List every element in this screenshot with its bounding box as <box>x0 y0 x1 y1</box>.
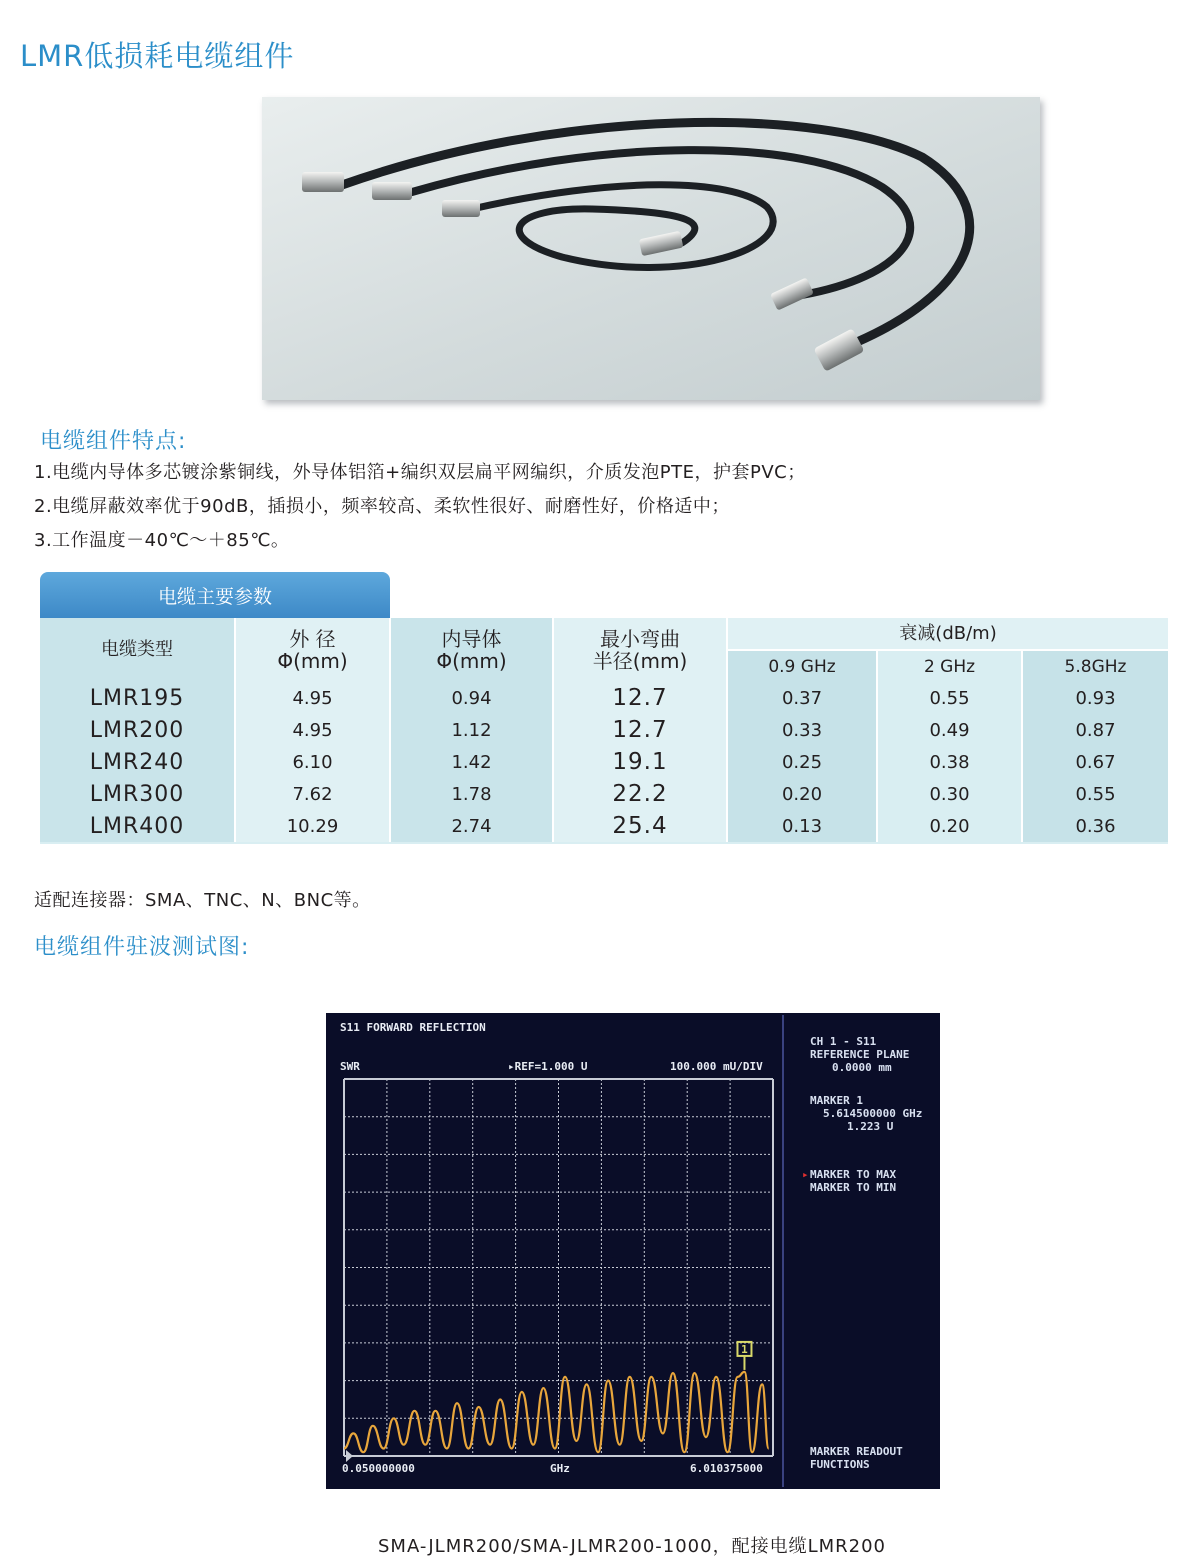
cell-model: LMR300 <box>40 778 235 810</box>
cell-inner: 1.42 <box>390 746 553 778</box>
vna-start-freq: 0.050000000 <box>342 1462 415 1475</box>
vna-ref: ▸REF=1.000 U <box>508 1060 588 1073</box>
vna-stop-freq: 6.010375000 <box>690 1462 763 1475</box>
cell-outer: 4.95 <box>235 682 390 714</box>
vna-freq-unit: GHz <box>550 1462 570 1475</box>
header-outer-diameter <box>235 618 390 682</box>
cell-inner: 2.74 <box>390 810 553 842</box>
header-freq-2: 2 GHz <box>877 650 1022 682</box>
cell-atten-2: 0.55 <box>877 682 1022 714</box>
cell-bend: 25.4 <box>553 810 727 842</box>
cell-inner: 0.94 <box>390 682 553 714</box>
cell-atten-0-9: 0.20 <box>727 778 877 810</box>
cell-atten-5-8: 0.67 <box>1022 746 1168 778</box>
vna-scale: 100.000 mU/DIV <box>670 1060 763 1073</box>
cell-outer: 10.29 <box>235 810 390 842</box>
table-row <box>40 746 1168 778</box>
cell-model: LMR240 <box>40 746 235 778</box>
side-marker-value: 1.223 U <box>847 1120 894 1133</box>
product-photo <box>262 97 1040 400</box>
header-label: 半径(mm) <box>592 649 688 673</box>
header-type: 电缆类型 <box>40 618 235 682</box>
cell-atten-0-9: 0.25 <box>727 746 877 778</box>
table-row <box>40 682 1168 714</box>
softkey-marker-to-max[interactable]: MARKER TO MAX <box>810 1168 897 1181</box>
cell-bend: 12.7 <box>553 682 727 714</box>
softkey-marker-to-min[interactable]: MARKER TO MIN <box>810 1181 897 1194</box>
header-label: 外 径 <box>289 627 336 651</box>
table-row <box>40 714 1168 746</box>
cell-atten-2: 0.20 <box>877 810 1022 842</box>
active-arrow-icon: ▸ <box>802 1168 809 1181</box>
figure-caption: SMA-JLMR200/SMA-JLMR200-1000，配接电缆LMR200 <box>378 1536 886 1557</box>
table-row <box>40 810 1168 842</box>
cell-outer: 6.10 <box>235 746 390 778</box>
table-tab: 电缆主要参数 <box>40 572 390 618</box>
side-marker-freq: 5.614500000 GHz <box>823 1107 923 1120</box>
header-freq-0-9: 0.9 GHz <box>727 650 877 682</box>
cell-atten-0-9: 0.37 <box>727 682 877 714</box>
table-row <box>40 778 1168 810</box>
cell-model: LMR400 <box>40 810 235 842</box>
cell-atten-5-8: 0.87 <box>1022 714 1168 746</box>
cell-atten-0-9: 0.13 <box>727 810 877 842</box>
cell-bend: 22.2 <box>553 778 727 810</box>
side-marker: MARKER 1 <box>810 1094 863 1107</box>
cell-atten-5-8: 0.93 <box>1022 682 1168 714</box>
header-freq-5-8: 5.8GHz <box>1022 650 1168 682</box>
swr-trace <box>344 1372 769 1452</box>
cell-model: LMR200 <box>40 714 235 746</box>
cell-atten-0-9: 0.33 <box>727 714 877 746</box>
reference-arrow-icon <box>346 1450 353 1462</box>
header-attenuation: 衰减(dB/m) <box>727 618 1168 650</box>
cell-outer: 4.95 <box>235 714 390 746</box>
marker-label: 1 <box>741 1342 748 1356</box>
cell-inner: 1.12 <box>390 714 553 746</box>
vna-format: SWR <box>340 1060 360 1073</box>
vna-screen <box>326 1013 940 1489</box>
side-ref-plane-value: 0.0000 mm <box>832 1061 892 1074</box>
connector-icon <box>302 172 865 372</box>
vswr-heading: 电缆组件驻波测试图: <box>34 935 250 960</box>
feature-item: 1.电缆内导体多芯镀涂紫铜线，外导体铝箔+编织双层扁平网编织，介质发泡PTE，护套PVC； <box>34 462 806 483</box>
parameter-table <box>40 618 1168 844</box>
side-channel: CH 1 - S11 <box>810 1035 877 1048</box>
vna-title: S11 FORWARD REFLECTION <box>340 1021 486 1034</box>
page-title: LMR低损耗电缆组件 <box>20 39 295 73</box>
feature-item: 3.工作温度－40℃～＋85℃。 <box>34 530 290 551</box>
feature-item: 2.电缆屏蔽效率优于90dB，插损小，频率较高、柔软性很好、耐磨性好，价格适中； <box>34 496 730 517</box>
header-label: Φ(mm) <box>436 649 507 673</box>
header-inner-conductor <box>390 618 553 682</box>
cell-atten-5-8: 0.55 <box>1022 778 1168 810</box>
cell-atten-2: 0.38 <box>877 746 1022 778</box>
header-label: Φ(mm) <box>277 649 348 673</box>
features-heading: 电缆组件特点: <box>40 429 187 454</box>
cell-outer: 7.62 <box>235 778 390 810</box>
features-list <box>34 456 806 558</box>
softkey-functions[interactable]: FUNCTIONS <box>810 1458 870 1471</box>
header-label: 内导体 <box>441 627 502 651</box>
cell-atten-2: 0.49 <box>877 714 1022 746</box>
softkey-marker-readout[interactable]: MARKER READOUT <box>810 1445 903 1458</box>
chart-grid <box>344 1079 773 1462</box>
marker-1 <box>737 1342 751 1370</box>
vswr-chart <box>326 1013 940 1489</box>
cell-atten-5-8: 0.36 <box>1022 810 1168 842</box>
header-bend-radius <box>553 618 727 682</box>
cable-assemblies-image <box>262 97 1040 400</box>
cell-atten-2: 0.30 <box>877 778 1022 810</box>
cell-bend: 12.7 <box>553 714 727 746</box>
header-label: 最小弯曲 <box>600 627 680 651</box>
cell-bend: 19.1 <box>553 746 727 778</box>
side-ref-plane: REFERENCE PLANE <box>810 1048 910 1061</box>
connector-note: 适配连接器：SMA、TNC、N、BNC等。 <box>34 890 371 911</box>
cell-model: LMR195 <box>40 682 235 714</box>
cell-inner: 1.78 <box>390 778 553 810</box>
